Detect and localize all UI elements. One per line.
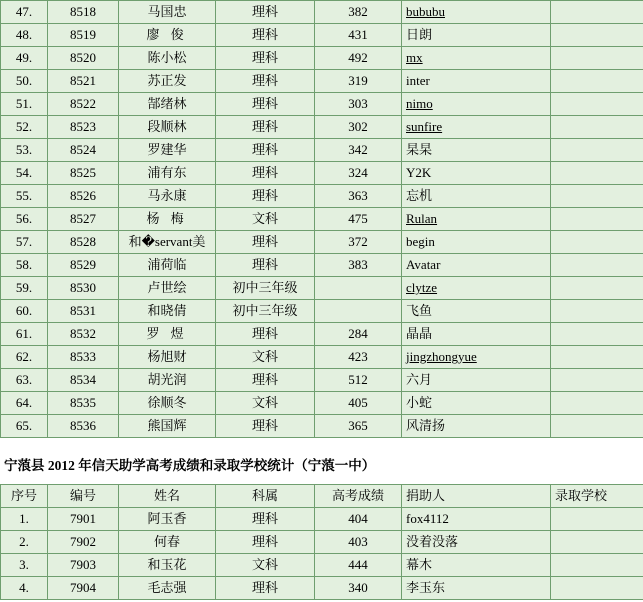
cell-subject: 理科	[216, 369, 315, 392]
cell-code: 8528	[48, 231, 119, 254]
cell-code: 8529	[48, 254, 119, 277]
cell-school	[551, 323, 643, 346]
cell-school	[551, 300, 643, 323]
cell-index: 60.	[1, 300, 48, 323]
cell-index: 49.	[1, 47, 48, 70]
cell-code: 8524	[48, 139, 119, 162]
cell-score: 404	[315, 508, 402, 531]
table-row	[1, 415, 643, 438]
cell-subject: 理科	[216, 577, 315, 600]
cell-code: 8534	[48, 369, 119, 392]
cell-name: 卢世绘	[119, 277, 216, 300]
cell-index: 63.	[1, 369, 48, 392]
cell-school	[551, 116, 643, 139]
cell-code: 8518	[48, 1, 119, 24]
cell-index: 1.	[1, 508, 48, 531]
cell-school	[551, 185, 643, 208]
cell-donor: 幕木	[402, 554, 551, 577]
table-row	[1, 231, 643, 254]
table2-head	[1, 485, 643, 508]
cell-donor: clytze	[402, 277, 551, 300]
cell-subject: 理科	[216, 254, 315, 277]
cell-code: 8532	[48, 323, 119, 346]
table-row	[1, 70, 643, 93]
cell-code: 8520	[48, 47, 119, 70]
cell-school	[551, 346, 643, 369]
header-school: 录取学校	[551, 485, 643, 508]
table-row	[1, 346, 643, 369]
cell-score: 342	[315, 139, 402, 162]
cell-index: 65.	[1, 415, 48, 438]
cell-name: 郜绪林	[119, 93, 216, 116]
cell-name: 马永康	[119, 185, 216, 208]
table-row	[1, 369, 643, 392]
cell-school	[551, 162, 643, 185]
cell-subject: 理科	[216, 531, 315, 554]
cell-donor: 忘机	[402, 185, 551, 208]
cell-subject: 理科	[216, 162, 315, 185]
cell-score: 340	[315, 577, 402, 600]
cell-school	[551, 369, 643, 392]
cell-subject: 文科	[216, 208, 315, 231]
cell-score: 303	[315, 93, 402, 116]
cell-score: 492	[315, 47, 402, 70]
cell-score: 403	[315, 531, 402, 554]
cell-subject: 理科	[216, 1, 315, 24]
student-table-second	[0, 484, 643, 600]
table-gap	[0, 438, 643, 454]
cell-index: 52.	[1, 116, 48, 139]
header-index: 序号	[1, 485, 48, 508]
cell-donor: 日朗	[402, 24, 551, 47]
cell-subject: 文科	[216, 392, 315, 415]
cell-code: 7901	[48, 508, 119, 531]
table-row	[1, 185, 643, 208]
cell-school	[551, 231, 643, 254]
table-row	[1, 554, 643, 577]
cell-name: 罗建华	[119, 139, 216, 162]
cell-subject: 文科	[216, 554, 315, 577]
cell-index: 3.	[1, 554, 48, 577]
cell-name: 陈小松	[119, 47, 216, 70]
cell-donor: 晶晶	[402, 323, 551, 346]
cell-name: 浦荷临	[119, 254, 216, 277]
cell-name: 段顺林	[119, 116, 216, 139]
cell-score: 423	[315, 346, 402, 369]
table-row	[1, 300, 643, 323]
table-row	[1, 116, 643, 139]
cell-donor: sunfire	[402, 116, 551, 139]
header-code: 编号	[48, 485, 119, 508]
cell-index: 64.	[1, 392, 48, 415]
cell-score: 512	[315, 369, 402, 392]
cell-score: 319	[315, 70, 402, 93]
cell-name: 廖 俊	[119, 24, 216, 47]
cell-donor: 没着没落	[402, 531, 551, 554]
table-row	[1, 531, 643, 554]
cell-name: 罗 煜	[119, 323, 216, 346]
cell-donor: 飞鱼	[402, 300, 551, 323]
cell-subject: 理科	[216, 508, 315, 531]
cell-score	[315, 277, 402, 300]
cell-code: 8531	[48, 300, 119, 323]
table-row	[1, 139, 643, 162]
cell-code: 8523	[48, 116, 119, 139]
cell-donor: 李玉东	[402, 577, 551, 600]
cell-name: 熊国辉	[119, 415, 216, 438]
cell-code: 8527	[48, 208, 119, 231]
table-row	[1, 254, 643, 277]
cell-score: 444	[315, 554, 402, 577]
cell-donor: Y2K	[402, 162, 551, 185]
cell-score: 405	[315, 392, 402, 415]
header-donor: 捐助人	[402, 485, 551, 508]
cell-name: 浦有东	[119, 162, 216, 185]
cell-score: 365	[315, 415, 402, 438]
header-score: 高考成绩	[315, 485, 402, 508]
cell-score: 363	[315, 185, 402, 208]
cell-name: 苏正发	[119, 70, 216, 93]
table-row	[1, 47, 643, 70]
cell-school	[551, 93, 643, 116]
cell-donor: Avatar	[402, 254, 551, 277]
cell-school	[551, 392, 643, 415]
cell-school	[551, 577, 643, 600]
cell-index: 58.	[1, 254, 48, 277]
cell-school	[551, 277, 643, 300]
cell-name: 杨 梅	[119, 208, 216, 231]
cell-donor: nimo	[402, 93, 551, 116]
cell-code: 8521	[48, 70, 119, 93]
cell-school	[551, 415, 643, 438]
cell-code: 7904	[48, 577, 119, 600]
table-header-row	[1, 485, 643, 508]
cell-subject: 理科	[216, 139, 315, 162]
cell-subject: 理科	[216, 24, 315, 47]
section2-caption-row	[0, 454, 643, 478]
cell-donor: begin	[402, 231, 551, 254]
cell-name: 毛志强	[119, 577, 216, 600]
cell-donor: 小蛇	[402, 392, 551, 415]
cell-donor: 六月	[402, 369, 551, 392]
cell-index: 47.	[1, 1, 48, 24]
cell-code: 7903	[48, 554, 119, 577]
cell-school	[551, 208, 643, 231]
cell-index: 4.	[1, 577, 48, 600]
cell-index: 57.	[1, 231, 48, 254]
cell-code: 8519	[48, 24, 119, 47]
cell-name: 杨旭财	[119, 346, 216, 369]
cell-donor: 风清扬	[402, 415, 551, 438]
table-row	[1, 508, 643, 531]
cell-subject: 理科	[216, 415, 315, 438]
cell-score: 382	[315, 1, 402, 24]
table-row	[1, 577, 643, 600]
cell-name: 和玉花	[119, 554, 216, 577]
cell-school	[551, 70, 643, 93]
cell-index: 54.	[1, 162, 48, 185]
cell-name: 胡光润	[119, 369, 216, 392]
cell-index: 56.	[1, 208, 48, 231]
cell-donor: fox4112	[402, 508, 551, 531]
cell-code: 8535	[48, 392, 119, 415]
cell-subject: 理科	[216, 185, 315, 208]
cell-name: 和�servant美	[119, 231, 216, 254]
cell-index: 55.	[1, 185, 48, 208]
cell-code: 8526	[48, 185, 119, 208]
table-row	[1, 323, 643, 346]
cell-index: 53.	[1, 139, 48, 162]
table2-body	[1, 508, 643, 600]
cell-code: 8522	[48, 93, 119, 116]
table-row	[1, 93, 643, 116]
cell-score: 324	[315, 162, 402, 185]
table-row	[1, 1, 643, 24]
cell-name: 徐顺冬	[119, 392, 216, 415]
cell-name: 和晓倩	[119, 300, 216, 323]
cell-code: 8530	[48, 277, 119, 300]
cell-school	[551, 139, 643, 162]
cell-school	[551, 24, 643, 47]
cell-donor: jingzhongyue	[402, 346, 551, 369]
cell-subject: 理科	[216, 47, 315, 70]
cell-score: 372	[315, 231, 402, 254]
cell-subject: 理科	[216, 93, 315, 116]
table1-body	[1, 1, 643, 438]
cell-donor: mx	[402, 47, 551, 70]
cell-donor: Rulan	[402, 208, 551, 231]
cell-name: 阿玉香	[119, 508, 216, 531]
cell-index: 48.	[1, 24, 48, 47]
cell-school	[551, 508, 643, 531]
cell-score: 431	[315, 24, 402, 47]
cell-name: 马国忠	[119, 1, 216, 24]
cell-score: 475	[315, 208, 402, 231]
cell-index: 61.	[1, 323, 48, 346]
cell-score	[315, 300, 402, 323]
cell-code: 7902	[48, 531, 119, 554]
header-subject: 科属	[216, 485, 315, 508]
cell-index: 59.	[1, 277, 48, 300]
cell-school	[551, 554, 643, 577]
table-row	[1, 208, 643, 231]
cell-score: 383	[315, 254, 402, 277]
cell-subject: 初中三年级	[216, 277, 315, 300]
header-name: 姓名	[119, 485, 216, 508]
cell-subject: 理科	[216, 323, 315, 346]
cell-name: 何春	[119, 531, 216, 554]
cell-school	[551, 1, 643, 24]
cell-donor: bububu	[402, 1, 551, 24]
section2-caption: 宁蒗县 2012 年信天助学高考成绩和录取学校统计（宁蒗一中）	[4, 458, 376, 473]
cell-subject: 理科	[216, 116, 315, 139]
cell-score: 284	[315, 323, 402, 346]
cell-code: 8536	[48, 415, 119, 438]
cell-subject: 文科	[216, 346, 315, 369]
table-row	[1, 277, 643, 300]
cell-index: 2.	[1, 531, 48, 554]
table-row	[1, 24, 643, 47]
cell-school	[551, 531, 643, 554]
cell-code: 8533	[48, 346, 119, 369]
cell-index: 50.	[1, 70, 48, 93]
table-row	[1, 392, 643, 415]
cell-subject: 理科	[216, 70, 315, 93]
cell-code: 8525	[48, 162, 119, 185]
cell-score: 302	[315, 116, 402, 139]
cell-donor: 杲杲	[402, 139, 551, 162]
cell-index: 62.	[1, 346, 48, 369]
cell-school	[551, 254, 643, 277]
cell-index: 51.	[1, 93, 48, 116]
cell-subject: 初中三年级	[216, 300, 315, 323]
table-row	[1, 162, 643, 185]
cell-school	[551, 47, 643, 70]
cell-subject: 理科	[216, 231, 315, 254]
cell-donor: inter	[402, 70, 551, 93]
